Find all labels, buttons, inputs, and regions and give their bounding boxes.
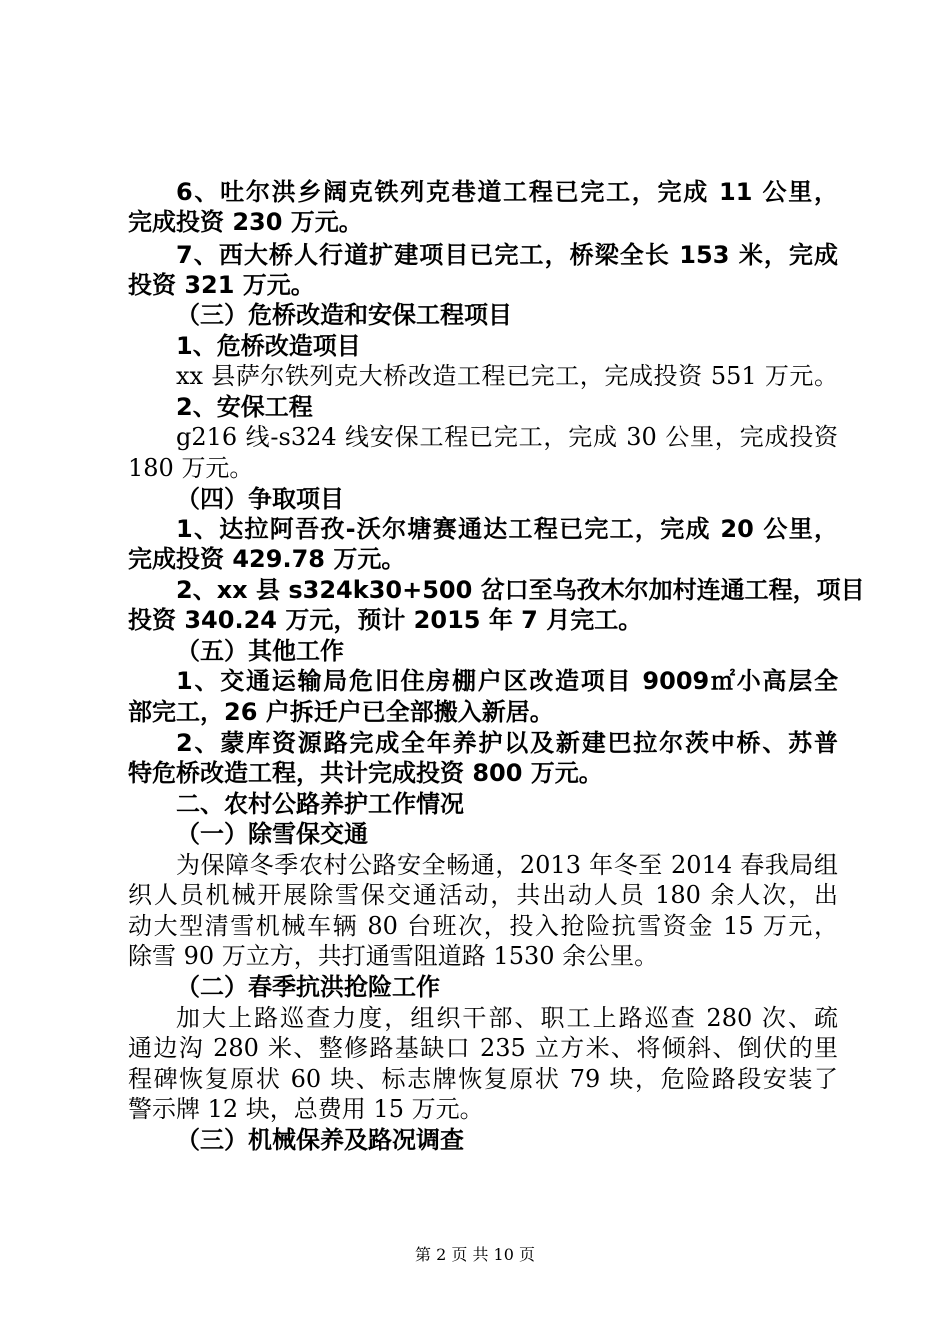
paragraph-line: xx 县萨尔铁列克大桥改造工程已完工，完成投资 551 万元。 (176, 362, 838, 390)
paragraph-line: 2、xx 县 s324k30+500 岔口至乌孜木尔加村连通工程，项目 (176, 576, 865, 604)
paragraph-line: 警示牌 12 块，总费用 15 万元。 (128, 1095, 484, 1123)
section-heading: （三）危桥改造和安保工程项目 (176, 301, 512, 329)
section-heading: （四）争取项目 (176, 485, 344, 513)
section-heading: （五）其他工作 (176, 637, 344, 665)
paragraph-line: 完成投资 230 万元。 (128, 208, 363, 236)
paragraph-line: 完成投资 429.78 万元。 (128, 545, 406, 573)
paragraph-line: 加大上路巡查力度，组织干部、职工上路巡查 280 次、疏 (176, 1004, 838, 1032)
subsection-heading: 2、安保工程 (176, 393, 313, 421)
paragraph-line: g216 线-s324 线安保工程已完工，完成 30 公里，完成投资 (176, 423, 838, 451)
subsection-heading: （三）机械保养及路况调查 (176, 1126, 464, 1154)
paragraph-line: 特危桥改造工程，共计完成投资 800 万元。 (128, 759, 603, 787)
paragraph-line: 6、吐尔洪乡阔克铁列克巷道工程已完工，完成 11 公里， (176, 178, 838, 206)
subsection-heading: （一）除雪保交通 (176, 820, 368, 848)
paragraph-line: 1、达拉阿吾孜-沃尔塘赛通达工程已完工，完成 20 公里， (176, 515, 838, 543)
paragraph-line: 通边沟 280 米、整修路基缺口 235 立方米、将倾斜、倒伏的里 (128, 1034, 838, 1062)
paragraph-line: 除雪 90 万立方，共打通雪阻道路 1530 余公里。 (128, 942, 659, 970)
paragraph-line: 动大型清雪机械车辆 80 台班次，投入抢险抗雪资金 15 万元， (128, 912, 838, 940)
paragraph-line: 织人员机械开展除雪保交通活动，共出动人员 180 余人次，出 (128, 881, 838, 909)
page-footer: 第 2 页 共 10 页 (415, 1245, 535, 1264)
paragraph-line: 180 万元。 (128, 454, 254, 482)
paragraph-line: 1、交通运输局危旧住房棚户区改造项目 9009㎡小高层全 (176, 667, 838, 695)
paragraph-line: 程碑恢复原状 60 块、标志牌恢复原状 79 块，危险路段安装了 (128, 1065, 838, 1093)
paragraph-line: 投资 340.24 万元，预计 2015 年 7 月完工。 (128, 606, 643, 634)
paragraph-line: 7、西大桥人行道扩建项目已完工，桥梁全长 153 米，完成 (176, 241, 838, 269)
section-heading: 二、农村公路养护工作情况 (176, 790, 464, 818)
subsection-heading: （二）春季抗洪抢险工作 (176, 973, 440, 1001)
paragraph-line: 为保障冬季农村公路安全畅通，2013 年冬至 2014 春我局组 (176, 851, 838, 879)
paragraph-line: 部完工，26 户拆迁户已全部搬入新居。 (128, 698, 554, 726)
paragraph-line: 2、蒙库资源路完成全年养护以及新建巴拉尔茨中桥、苏普 (176, 729, 838, 757)
paragraph-line: 投资 321 万元。 (128, 271, 315, 299)
subsection-heading: 1、危桥改造项目 (176, 332, 361, 360)
